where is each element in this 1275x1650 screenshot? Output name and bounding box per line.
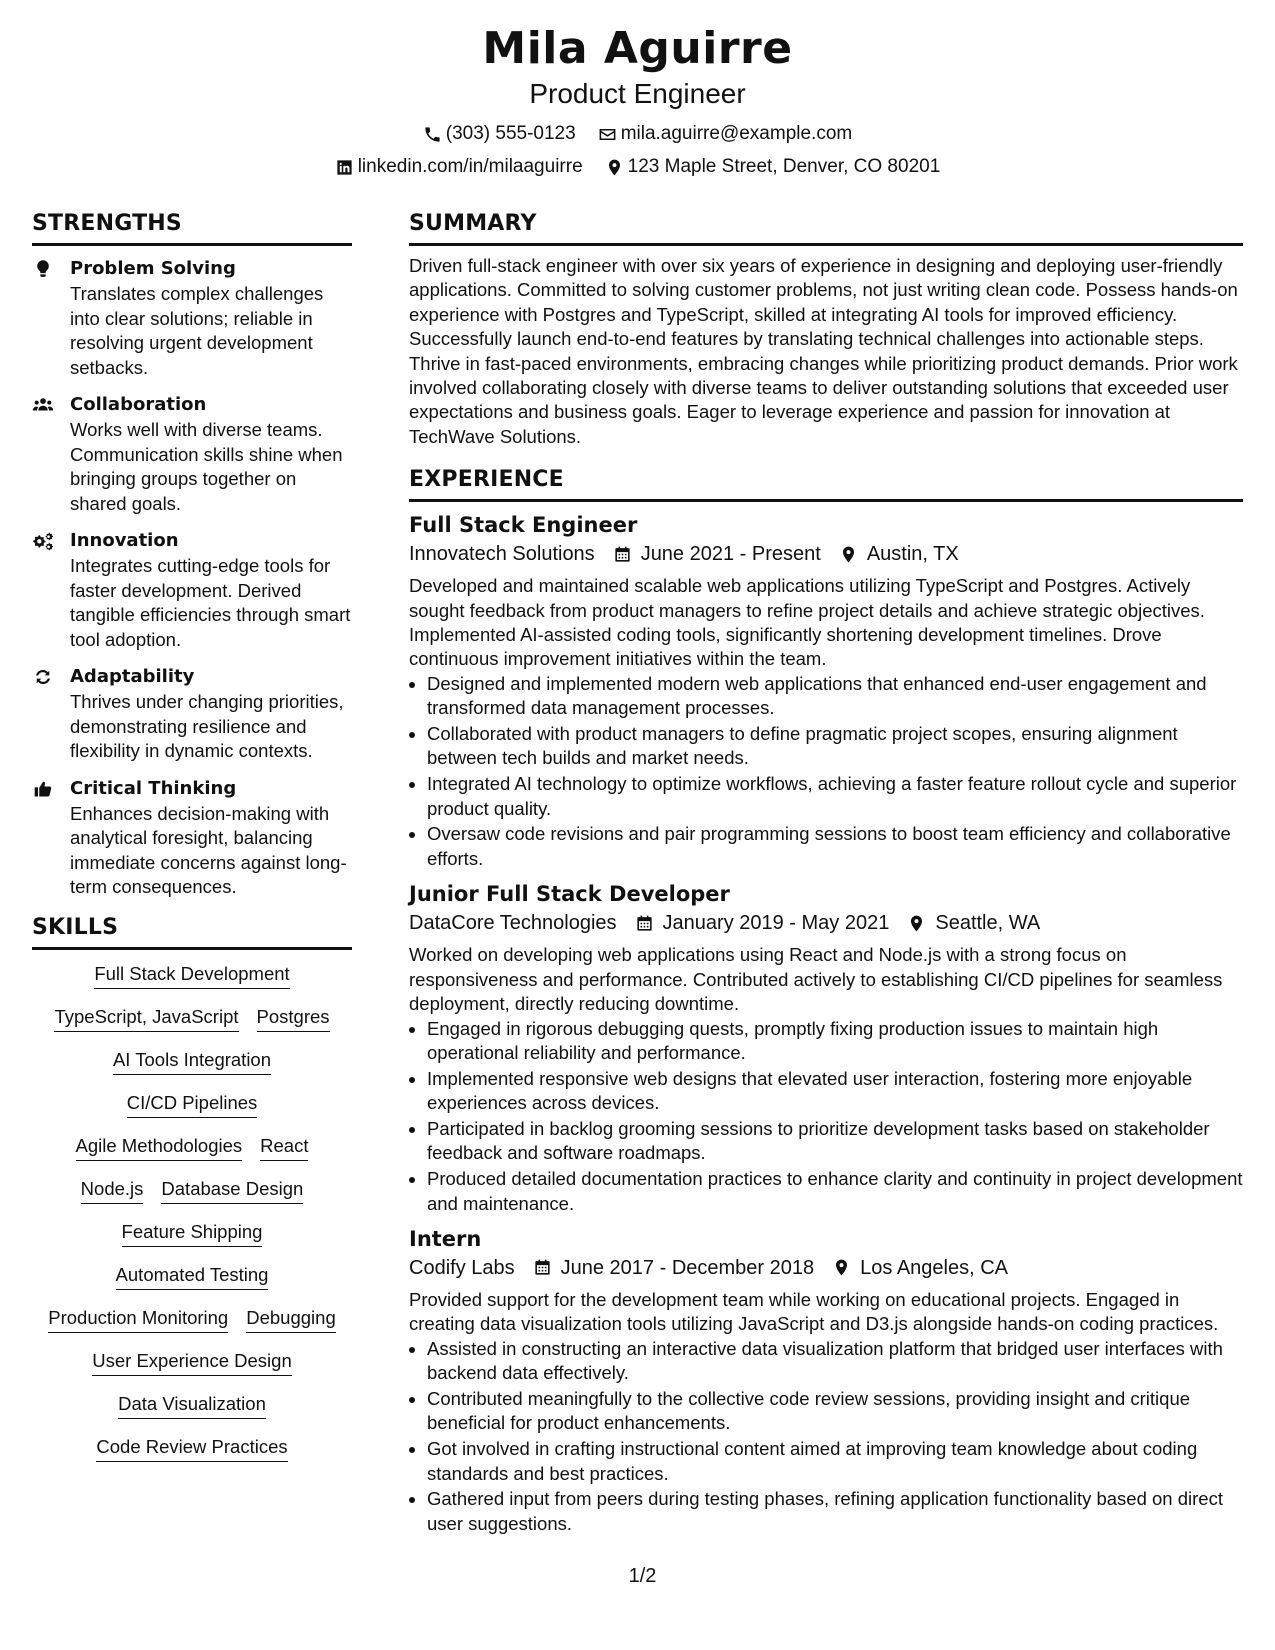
contact-row-1 (0, 122, 1275, 146)
skill-tag: Agile Methodologies (76, 1134, 243, 1161)
job-bullet: Integrated AI technology to optimize workflows, achieving a faster feature rollout cycle and superior product quality. (409, 772, 1243, 821)
job-meta (409, 1254, 1243, 1282)
strengths-heading: STRENGTHS (32, 210, 352, 246)
map-marker-icon (832, 1258, 851, 1277)
skill-tag: CI/CD Pipelines (127, 1091, 258, 1118)
linkedin-icon (335, 158, 354, 177)
cogs-icon (32, 531, 54, 551)
job-dates: June 2017 - December 2018 (560, 1256, 815, 1279)
job-description: Worked on developing web applications using React and Node.js with a strong focus on responsiveness and performance. Contributed actively to establishing CI/CD pipelines for seamless deployment, directly reducing downtime. (409, 944, 1223, 1015)
candidate-title: Product Engineer (529, 78, 746, 109)
calendar-icon (635, 914, 654, 933)
summary-heading: SUMMARY (409, 210, 1243, 246)
map-marker-icon (605, 158, 624, 177)
skill-row (76, 1134, 309, 1161)
job-bullet: Produced detailed documentation practices to enhance clarity and continuity in project development and maintenance. (409, 1167, 1243, 1216)
job-title: Intern (409, 1226, 482, 1251)
candidate-name: Mila Aguirre (482, 23, 793, 74)
summary-text: Driven full-stack engineer with over six years of experience in designing and deploying user-friendly applications. Committed to solving customer problems, not just writing clean code. Possess hands-on experience with Postgres and TypeScript, skilled at integrating AI tools for improved efficiency. Successfully launch end-to-end features by translating technical challenges into actionable steps. Thrive in fast-paced environments, embracing changes while prioritizing product demands. Prior work involved collaborating closely with diverse teams to deliver outstanding solutions that exceeded user expectations and business goals. Eager to leverage experience and passion for innovation at TechWave Solutions. (409, 255, 1238, 447)
job-dates: June 2021 - Present (640, 543, 821, 566)
page-number: 1/2 (628, 1565, 657, 1587)
job-company: DataCore Technologies (409, 912, 617, 935)
job-bullet: Contributed meaningfully to the collective code review sessions, providing insight and critique beneficial for product enhancements. (409, 1387, 1243, 1436)
strength-item (32, 528, 352, 652)
skill-row (127, 1091, 258, 1118)
contact-row-2 (0, 155, 1275, 179)
users-icon (32, 395, 54, 415)
strength-title: Adaptability (70, 666, 195, 687)
skill-row (81, 1177, 304, 1204)
job-bullet: Engaged in rigorous debugging quests, promptly fixing production issues to maintain high operational reliability and performance. (409, 1017, 1243, 1066)
strength-desc: Translates complex challenges into clear solutions; reliable in resolving urgent development setbacks. (70, 283, 324, 378)
thumbs-up-icon (32, 779, 54, 799)
job-bullets (409, 1337, 1243, 1536)
skill-tag: Node.js (81, 1177, 144, 1204)
skills-list (32, 962, 352, 1478)
job-bullet: Oversaw code revisions and pair programming sessions to boost team efficiency and collaborative efforts. (409, 822, 1243, 871)
address-contact (605, 155, 941, 179)
phone-contact (423, 122, 576, 146)
job-entry (409, 1224, 1243, 1536)
resume-header (0, 22, 1275, 179)
linkedin-contact[interactable] (335, 155, 583, 179)
job-bullet: Implemented responsive web designs that elevated user interaction, fostering more enjoyable experiences across devices. (409, 1067, 1243, 1116)
job-meta (409, 909, 1243, 937)
skill-tag: User Experience Design (92, 1349, 291, 1376)
envelope-icon (598, 125, 617, 144)
strength-title: Innovation (70, 530, 179, 551)
strength-desc: Thrives under changing priorities, demonstrating resilience and flexibility in dynamic contexts. (70, 691, 344, 761)
skill-tag: Feature Shipping (122, 1220, 263, 1247)
skill-tag: Debugging (246, 1306, 336, 1333)
job-bullet: Collaborated with product managers to define pragmatic project scopes, ensuring alignment between tech builds and market needs. (409, 722, 1243, 771)
job-bullet: Designed and implemented modern web applications that enhanced end-user engagement and transformed data management processes. (409, 672, 1243, 721)
phone-text: (303) 555-0123 (445, 123, 576, 144)
job-entry (409, 879, 1243, 1216)
strength-desc: Works well with diverse teams. Communication skills shine when bringing groups together on shared goals. (70, 419, 343, 514)
lightbulb-icon (32, 259, 54, 279)
job-dates: January 2019 - May 2021 (662, 912, 890, 935)
job-description: Developed and maintained scalable web applications utilizing TypeScript and Postgres. Actively sought feedback from product managers to refine project details and achieve strategic objectives. Implemented AI-assisted coding tools, significantly shortening development timelines. Drove continuous improvement initiatives within the team. (409, 575, 1205, 670)
strength-desc: Enhances decision-making with analytical foresight, balancing immediate concerns against long-term consequences. (70, 802, 347, 897)
skill-tag: Database Design (161, 1177, 303, 1204)
experience-heading: EXPERIENCE (409, 466, 1243, 502)
linkedin-text[interactable]: linkedin.com/in/milaaguirre (357, 156, 583, 177)
job-bullet: Assisted in constructing an interactive data visualization platform that bridged user interfaces with backend data effectively. (409, 1337, 1243, 1386)
job-description: Provided support for the development team while working on educational projects. Engaged in creating data visualization tools utilizing JavaScript and D3.js alongside hands-on coding practices. (409, 1288, 1219, 1335)
calendar-icon (533, 1258, 552, 1277)
skill-row (118, 1392, 266, 1419)
left-column (32, 210, 352, 1478)
skill-tag: React (260, 1134, 308, 1161)
sync-icon (32, 667, 54, 687)
skill-row (122, 1220, 263, 1247)
skill-tag: Postgres (257, 1005, 330, 1032)
skill-row (116, 1263, 269, 1290)
job-bullet: Participated in backlog grooming sessions to prioritize development tasks based on stakeholder feedback and software roadmaps. (409, 1117, 1243, 1166)
calendar-icon (613, 545, 632, 564)
skill-row (48, 1306, 335, 1333)
job-company: Codify Labs (409, 1256, 515, 1279)
skill-tag: TypeScript, JavaScript (54, 1005, 238, 1032)
skill-row (96, 1435, 287, 1462)
job-bullets (409, 1017, 1243, 1216)
strength-item (32, 256, 352, 380)
strength-title: Collaboration (70, 394, 207, 415)
strength-title: Problem Solving (70, 258, 236, 279)
phone-icon (423, 125, 442, 144)
skill-row (94, 962, 289, 989)
job-bullets (409, 672, 1243, 871)
job-title: Full Stack Engineer (409, 513, 638, 538)
job-bullet: Got involved in crafting instructional content aimed at improving team knowledge about coding standards and best practices. (409, 1437, 1243, 1486)
map-marker-icon (907, 914, 926, 933)
skills-heading: SKILLS (32, 914, 352, 950)
job-location: Los Angeles, CA (860, 1256, 1008, 1279)
address-text: 123 Maple Street, Denver, CO 80201 (627, 156, 941, 177)
job-bullet: Gathered input from peers during testing phases, refining application functionality based on direct user suggestions. (409, 1487, 1243, 1536)
strength-desc: Integrates cutting-edge tools for faster development. Derived tangible efficiencies through smart tool adoption. (70, 555, 351, 650)
right-column (409, 210, 1243, 1540)
map-marker-icon (839, 545, 858, 564)
skill-tag: Code Review Practices (96, 1435, 287, 1462)
skill-tag: Data Visualization (118, 1392, 266, 1419)
strength-item (32, 776, 352, 900)
strength-item (32, 664, 352, 764)
skill-row (113, 1048, 271, 1075)
skill-tag: Automated Testing (116, 1263, 269, 1290)
job-location: Seattle, WA (935, 912, 1041, 935)
skill-tag: Full Stack Development (94, 962, 289, 989)
skill-tag: Production Monitoring (48, 1306, 228, 1333)
job-company: Innovatech Solutions (409, 543, 595, 566)
email-contact[interactable] (598, 122, 853, 146)
job-location: Austin, TX (866, 543, 959, 566)
skill-row (54, 1005, 329, 1032)
skill-row (92, 1349, 291, 1376)
strength-title: Critical Thinking (70, 777, 237, 799)
email-text[interactable]: mila.aguirre@example.com (620, 123, 853, 144)
skill-tag: AI Tools Integration (113, 1048, 271, 1075)
job-meta (409, 540, 1243, 568)
strengths-list (32, 256, 352, 900)
strength-item (32, 392, 352, 516)
job-title: Junior Full Stack Developer (409, 882, 730, 907)
job-entry (409, 510, 1243, 871)
